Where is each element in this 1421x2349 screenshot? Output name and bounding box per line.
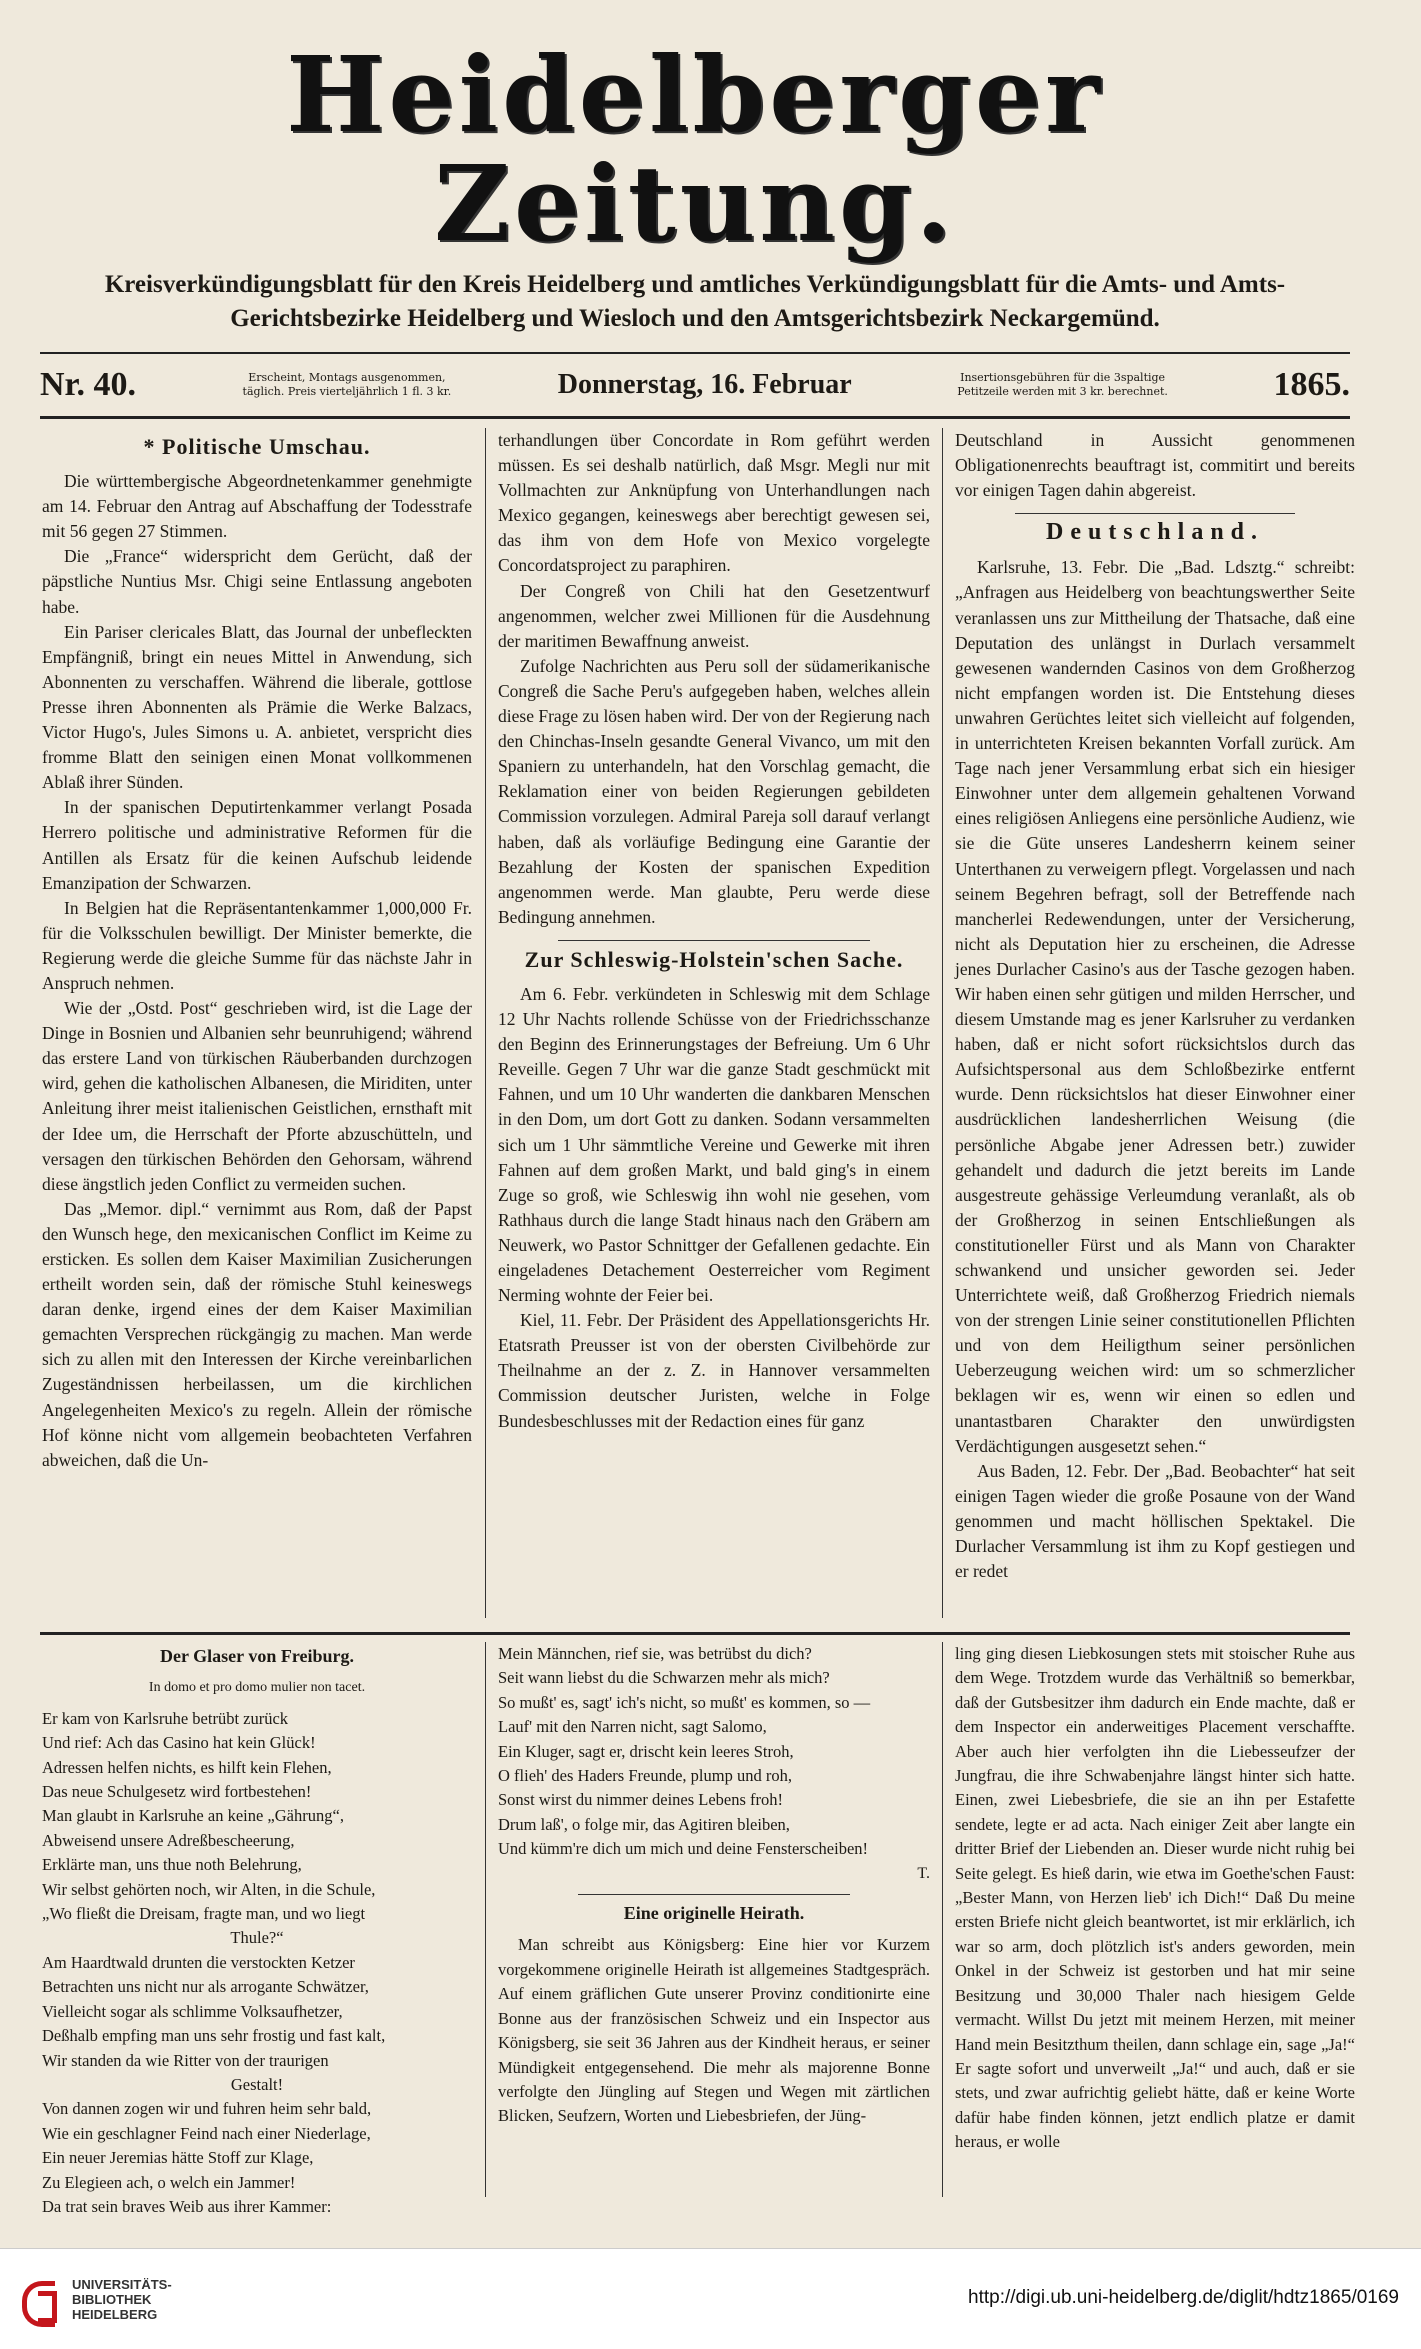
poem-line: Wie ein geschlagner Feind nach einer Niederlage,	[42, 2123, 371, 2143]
section-divider	[1015, 513, 1295, 514]
article-paragraph: Zufolge Nachrichten aus Peru soll der südamerikanische Congreß die Sache Peru's aufgegeben haben, welches allein diese Frage zu lösen haben wird. Der von der Regierung nach den Chinchas-Inseln gesandte General Vivanco, um mit den Spaniern zu unterhandeln, hat den Vorschlag gemacht, die Reklamation einer von beiden Regierungen gebildeten Commission vorzulegen. Admiral Pareja soll darauf verlangt haben, daß als vorläufige Bedingung eine Garantie der Bezahlung der Kosten der spanischen Expedition angenommen werde. Man glaubte, Peru werde diese Bedingung annehmen.	[498, 655, 931, 927]
poem-line: So mußt' es, sagt' ich's nicht, so mußt' es kommen, so —	[498, 1692, 871, 1712]
politics-heading: * Politische Umschau.	[143, 434, 371, 459]
column-germany	[955, 428, 1355, 1623]
article-paragraph: Das „Memor. dipl.“ vernimmt aus Rom, daß der Papst den Wunsch hege, den mexicanischen Conflict im Keime zu ersticken. Es sollen dem Kaiser Maximilian Zusicherungen ertheilt worden sein, daß der römische Stuhl keineswegs daran denke, irgend eines der dem Kaiser Maximilian gemachten Versprechen rückgängig zu machen. Man werde sich zu allen mit den Interessen der Kirche vereinbarlichen Zugeständnissen herbeilassen, um die kirchlichen Angelegenheiten Mexico's zu regeln. Allein der römische Hof könne nicht vom allgemein beobachteten Verfahren abweichen, daß die Un-	[42, 1198, 472, 1470]
library-name-line: UNIVERSITÄTS-	[72, 2276, 172, 2292]
article-paragraph: ling ging diesen Liebkosungen stets mit stoischer Ruhe aus dem Wege. Trotzdem wurde das Verhältniß so bemerkbar, daß der Gutsbesitzer ihm dadurch ein Ende machte, daß er dem Inspector ein anderweitiges Placement verschaffte. Aber auch hier verfolgten ihn die Liebesseufzer der Jungfrau, die ihre Schwabenjahre längst hinter sich hatte. Einen, zwei Liebesbriefe, die sie an ihn per Estafette sendete, legte er ad acta. Nach einiger Zeit aber langte ein dritter Brief der Liebenden an. Dieser wurde nicht ruhig bei Seite gelegt. Es hieß darin, wie etwa im Goethe'schen Faust: „Bester Mann, von Herzen lieb' ich Dich!“ Daß Du meine ersten Briefe nicht gleich beantwortet, ist mir erklärlich, ich war so arm, doch plötzlich ist's anders geworden, mein Onkel in der Schweiz ist gestorben und hat mir seine Besitzung und 30,000 Thaler nach hiesigem Gelde vermacht. Willst Du jetzt mit meinem Herzen, mit meiner Hand mein Besitzthum theilen, dann schlage ein, sage „Ja!“ Er sagte sofort und unverweilt „Ja!“ und auch, daß er sie stets, und zwar aufrichtig geliebt hätte, daß er keine Worte dafür habe finden können, jetzt endlich platze er damit heraus, er wolle	[955, 1644, 1355, 2152]
poem-line: O flieh' des Haders Freunde, plump und roh,	[498, 1766, 792, 1786]
article-paragraph: Deutschland in Aussicht genommenen Obligationenrechts beauftragt ist, commitirt und bereits vor einigen Tagen dahin abgereist.	[955, 430, 1355, 501]
poem-line: Erklärte man, uns thue noth Belehrung,	[42, 1855, 302, 1875]
poem-signature: T.	[917, 1864, 930, 1882]
feuilleton-rule	[40, 1632, 1350, 1635]
poem-line: Thule?“	[230, 1928, 284, 1948]
poem-line: Sonst wirst du nimmer deines Lebens froh!	[498, 1790, 784, 1810]
section-divider	[558, 940, 870, 941]
article-paragraph: Kiel, 11. Febr. Der Präsident des Appellationsgerichts Hr. Etatsrath Preusser ist von der obersten Civilbehörde zur Theilnahme an der z. Z. in Hannover versammelten Commission deutscher Juristen, welche in Folge Bundesbeschlusses mit der Redaction eines für ganz	[498, 1310, 930, 1431]
section-divider	[578, 1894, 850, 1895]
poem-line: Zu Elegieen ach, o welch ein Jammer!	[42, 2172, 296, 2192]
article-paragraph: Die „France“ widerspricht dem Gerücht, daß der päpstliche Nuntius Msr. Chigi seine Entlassung angeboten habe.	[42, 546, 472, 617]
publication-note: Erscheint, Montags ausgenommen, täglich. Preis vierteljährlich 1 fl. 3 kr.	[242, 371, 452, 398]
column-divider	[942, 1642, 943, 2197]
article-paragraph: In der spanischen Deputirtenkammer verlangt Posada Herrero politische und administrative Reformen für die Antillen als Ersatz für die keinen Aufschub leidende Emanzipation der Schwarzen.	[42, 797, 472, 893]
poem-line: Betrachten uns nicht nur als arrogante Schwätzer,	[42, 1977, 369, 1997]
article-paragraph: terhandlungen über Concordate in Rom geführt werden müssen. Es sei deshalb natürlich, daß Msgr. Megli nur mit Vollmachten zur Anknüpfung von Unterhandlungen nach Mexico gegangen, keineswegs aber berechtigt gewesen sei, das ihm von dem Hofe von Mexico vorgelegte Concordatsproject zu paraphiren.	[498, 430, 930, 576]
newspaper-subtitle: Kreisverkündigungsblatt für den Kreis Heidelberg und amtliches Verkündigungsblatt für die Amts- und Amts-Gerichtsbezirke Heidelberg und Wiesloch und den Amtsgerichtsbezirk Neckargemünd.	[104, 271, 1286, 333]
article-paragraph: In Belgien hat die Repräsentantenkammer 1,000,000 Fr. für die Volksschulen bewilligt. Der Minister bemerkte, die Regierung werde die gleiche Summe für das nächste Jahr in Anspruch nehmen.	[42, 897, 472, 993]
poem-heading: Der Glaser von Freiburg.	[160, 1646, 354, 1666]
poem-line: Mein Männchen, rief sie, was betrübst du dich?	[498, 1644, 812, 1663]
library-logo[interactable]	[18, 2277, 172, 2322]
poem-line: Er kam von Karlsruhe betrübt zurück	[42, 1708, 289, 1728]
poem-line: Am Haardtwald drunten die verstockten Ketzer	[42, 1952, 355, 1972]
feuilleton-poem	[42, 1642, 472, 2216]
article-paragraph: Karlsruhe, 13. Febr. Die „Bad. Ldsztg.“ schreibt: „Anfragen aus Heidelberg von beachtungswerther Seite veranlassen uns zur Mittheilung der Thatsache, daß eine Deputation des unlängst in Durlach versammelt gewesenen wandernden Casinos von dem Großherzog nicht empfangen worden ist. Die Entstehung dieses unwahren Gerüchtes leitet sich vielleicht auf folgenden, in unterrichteten Kreisen bekannten Vorfall zurück. Am Tage nach jener Versammlung erbat sich ein hiesiger Einwohner unter dem allgemein gehaltenen Vorwand eines religiösen Anliegens eine persönliche Audienz, wie sie die Güte unseres Landesherrn keinem seiner Unterthanen zu verweigern pflegt. Vorgelassen und nach seinem Begehren befragt, soll der Betreffende nach mancherlei Redewendungen, unter der Versicherung, nicht als Deputation hier zu erscheinen, die Adresse jenes Durlacher Casino's aus der Tasche gezogen haben. Wir haben einen sehr gütigen und milden Herrscher, und diesem Umstande mag es jener Karlsruher zu verdanken haben, daß er nicht sofort rücksichtslos durch das Aufsichtspersonal aus dem Schloßbezirke entfernt wurde. Denn rücksichtslos hat dieser Einwohner einer ausdrücklichen landesherrlichen Weisung (die persönliche Abgabe jener Adressen betr.) zuwider gehandelt und dadurch die jetzt bereits im Lande ausgestreute gehässige Verleumdung veranlaßt, als ob der Großherzog in seinen Entschließungen als constitutioneller Fürst und als Mann von Charakter schwankend und unsicher geworden sei. Jeder Unterrichtete weiß, daß Großherzog Friedrich niemals von der strengen Linie seiner constitutionellen Pflichten und von dem Heiligthum seiner persönlichen Ueberzeugung weichen wird: um so schmerzlicher beklagen wir es, wenn wir einen so edlen und unantastbaren Charakter den unwürdigsten Verdächtigungen ausgesetzt sehen.“	[955, 557, 1355, 1456]
newspaper-page	[30, 30, 1360, 2250]
dateline-rule	[40, 416, 1350, 419]
poem-line: Adressen helfen nichts, es hilft kein Flehen,	[42, 1757, 332, 1777]
column-divider	[485, 428, 486, 1618]
poem-line: Gestalt!	[230, 2074, 284, 2094]
article-paragraph: Man schreibt aus Königsberg: Eine hier vor Kurzem vorgekommene originelle Heirath ist allgemeines Stadtgespräch. Auf einem gräflichen Gute unserer Provinz conditionirte eine Bonne aus der französischen Schweiz und ein Inspector aus Königsberg, sie seit 36 Jahren aus der Kindheit heraus, er seiner Mündigkeit entgegensehend. Die mehr als majorenne Bonne verfolgte den Jüngling auf Stegen und Wegen mit zärtlichen Blicken, Seufzern, Worten und Liebesbriefen, der Jüng-	[498, 1935, 930, 2126]
schleswig-heading: Zur Schleswig-Holstein'schen Sache.	[524, 946, 904, 972]
masthead	[30, 30, 1360, 336]
permalink-url[interactable]: http://digi.ub.uni-heidelberg.de/diglit/hdtz1865/0169	[968, 2287, 1399, 2308]
issue-date: Donnerstag, 16. Februar	[557, 369, 852, 400]
library-name	[72, 2277, 172, 2322]
poem-line: Deßhalb empfing man uns sehr frostig und fast kalt,	[42, 2026, 386, 2046]
dateline	[40, 360, 1350, 410]
column-middle	[498, 428, 930, 1623]
library-name-line: BIBLIOTHEK	[72, 2291, 152, 2307]
column-divider	[942, 428, 943, 1618]
germany-heading: Deutschland.	[1045, 519, 1265, 546]
poem-line: Und rief: Ach das Casino hat kein Glück!	[42, 1733, 316, 1753]
feuilleton-middle	[498, 1642, 930, 2202]
article-paragraph: Der Congreß von Chili hat den Gesetzentwurf angenommen, welcher zwei Millionen für die Ausdehnung der maritimen Bewaffnung anweist.	[498, 580, 930, 651]
article-paragraph: Aus Baden, 12. Febr. Der „Bad. Beobachter“ hat seit einigen Tagen wieder die große Posaune von der Wand genommen und macht höllischen Spektakel. Die Durlacher Versammlung ist ihm zu Kopf gestiegen und er redet	[955, 1460, 1355, 1582]
poem-line: Man glaubt in Karlsruhe an keine „Gährung“,	[42, 1806, 344, 1826]
article-paragraph: Die württembergische Abgeordnetenkammer genehmigte am 14. Februar den Antrag auf Abschaffung der Todesstrafe mit 56 gegen 27 Stimmen.	[42, 471, 472, 542]
poem-line: Seit wann liebst du die Schwarzen mehr als mich?	[498, 1668, 830, 1688]
article-paragraph: Ein Pariser clericales Blatt, das Journal der unbefleckten Empfängniß, bringt ein neues Mittel in Anwendung, sich Abonnenten zu verschaffen. Während die liberale, gottlose Presse ihren Abonnenten als Prämie die Werke Balzacs, Victor Hugo's, Jules Simons u. A. anbietet, verspricht dies fromme Blatt den seinigen einen Monat vollkommenen Ablaß ihrer Sünden.	[42, 621, 472, 793]
heirath-heading: Eine originelle Heirath.	[623, 1903, 805, 1924]
library-name-line: HEIDELBERG	[72, 2306, 158, 2322]
poem-line: Abweisend unsere Adreßbescheerung,	[42, 1830, 295, 1850]
poem-line: Drum laß', o folge mir, das Agitiren bleiben,	[498, 1814, 790, 1834]
poem-line: Vielleicht sogar als schlimme Volksaufhetzer,	[42, 2001, 343, 2021]
poem-line: Ein neuer Jeremias hätte Stoff zur Klage,	[42, 2148, 314, 2168]
poem-line: Das neue Schulgesetz wird fortbestehen!	[42, 1782, 312, 1802]
library-footer	[0, 2248, 1421, 2349]
poem-line: Von dannen zogen wir und fuhren heim sehr bald,	[42, 2099, 372, 2119]
column-divider	[485, 1642, 486, 2197]
poem-line: Und kümm're dich um mich und deine Fensterscheiben!	[498, 1839, 869, 1859]
poem-motto: In domo et pro domo mulier non tacet.	[148, 1680, 366, 1696]
poem-line: Wir selbst gehörten noch, wir Alten, in die Schule,	[42, 1879, 376, 1899]
issue-year: 1865.	[1273, 366, 1350, 403]
poem-line: Lauf' mit den Narren nicht, sagt Salomo,	[498, 1717, 767, 1737]
poem-line: Da trat sein braves Weib aus ihrer Kammer:	[42, 2196, 332, 2216]
issue-number: Nr. 40.	[40, 366, 137, 403]
poem-line: Wir standen da wie Ritter von der traurigen	[42, 2050, 329, 2070]
ub-logo-icon	[18, 2277, 62, 2321]
ad-price-note: Insertionsgebühren für die 3spaltige Petitzeile werden mit 3 kr. berechnet.	[957, 371, 1168, 398]
top-rule	[40, 352, 1350, 354]
feuilleton-right	[955, 1642, 1355, 2202]
poem-line: „Wo fließt die Dreisam, fragte man, und wo liegt	[42, 1904, 366, 1924]
article-paragraph: Am 6. Febr. verkündeten in Schleswig mit dem Schlage 12 Uhr Nachts rollende Schüsse von der Friedrichsschanze den Beginn des Erinnerungstages der Befreiung. Um 6 Uhr Reveille. Gegen 7 Uhr war die ganze Stadt geschmückt mit Fahnen, und um 10 Uhr wanderten die dankbaren Menschen in den Dom, um dort Gott zu danken. Sodann versammelten sich um 1 Uhr sämmtliche Vereine und Gewerke mit ihren Fahnen auf dem großen Markt, und bald ging's in einem Zuge so groß, wie Schleswig ihn wohl nie gesehen, vom Rathhaus durch die lange Stadt hinaus nach den Gräbern am Neuwerk, wo Pastor Schnittger der Gefallenen gedachte. Ein eingeladenes Detachement Oesterreicher vom Regiment Nerming wohnte der Feier bei.	[498, 983, 930, 1306]
newspaper-title: Heidelberger Zeitung.	[286, 33, 1104, 266]
article-paragraph: Wie der „Ostd. Post“ geschrieben wird, ist die Lage der Dinge in Bosnien und Albanien sehr beunruhigend; während das erstere Land von türkischen Räuberbanden durchzogen wird, gehen die katholischen Albanesen, die Miriditen, unter Anleitung ihrer meist italienischen Geistlichen, ernsthaft mit der Idee um, die Herrschaft der Pforte abzuschütteln, und versagen den türkischen Behörden den Gehorsam, während diese ängstlich jeden Conflict zu vermeiden suchen.	[42, 998, 472, 1194]
poem-line: Ein Kluger, sagt er, drischt kein leeres Stroh,	[498, 1741, 794, 1761]
column-politics	[42, 428, 472, 1623]
